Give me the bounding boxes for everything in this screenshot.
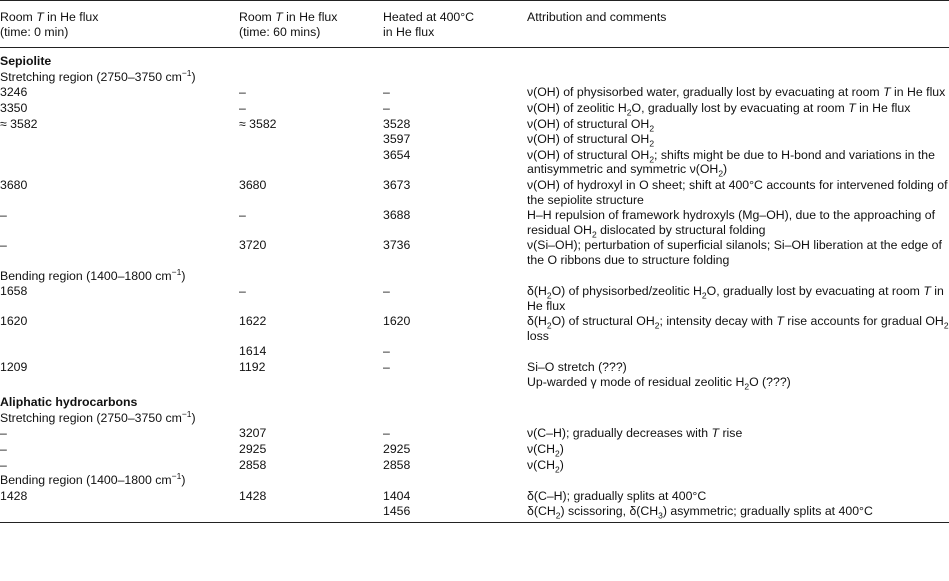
subsection-row [0, 472, 949, 488]
cell: 3673 [383, 177, 411, 192]
comment-cell: ν(C–H); gradually decreases with T rise [527, 426, 743, 441]
cell: 1622 [239, 314, 267, 329]
cell [239, 131, 383, 147]
cell: 2925 [239, 442, 267, 457]
cell: – [383, 85, 390, 100]
comment-cell: $\delta(CH_2)$ scissoring, $\delta(CH_3)$ asymmetric; gradually splits at 400°C [527, 504, 873, 521]
comment-cell: ν(OH) of structural $OH_2$ [527, 132, 655, 149]
cell: 3736 [383, 238, 411, 253]
cell: 3720 [239, 238, 267, 253]
cell: ≈ 3582 [0, 116, 38, 131]
comment-cell [527, 343, 949, 359]
table-row [0, 359, 949, 389]
table-header [0, 1, 949, 48]
cell: 1428 [239, 488, 267, 503]
cell: 1620 [0, 314, 28, 329]
cell: – [383, 344, 390, 359]
cell: – [383, 360, 390, 375]
cell: 1620 [383, 314, 411, 329]
cell: – [0, 426, 7, 441]
cell: 1404 [383, 488, 411, 503]
cell: – [239, 85, 246, 100]
section-row [0, 48, 949, 69]
table-row [0, 313, 949, 343]
section-title: Aliphatic hydrocarbons [0, 395, 138, 410]
cell [239, 147, 383, 177]
subsection-title: Stretching region (2750–3750 $cm^{-1}$) [0, 408, 196, 425]
cell: 2925 [383, 442, 411, 457]
table-row [0, 503, 949, 522]
cell: 3350 [0, 100, 28, 115]
cell: 3680 [239, 177, 267, 192]
cell: – [0, 208, 7, 223]
cell: – [383, 426, 390, 441]
subsection-title: Bending region (1400–1800 $cm^{-1}$) [0, 266, 186, 283]
cell: – [239, 100, 246, 115]
comment-cell: ν(Si–OH); perturbation of superficial silanols; Si–OH liberation at the edge of the O ribbons due to structure folding [527, 238, 942, 267]
header-col3: Heated at 400°C in He flux [383, 10, 475, 39]
cell: 3680 [0, 177, 28, 192]
cell [0, 131, 239, 147]
cell [0, 147, 239, 177]
table-row [0, 100, 949, 116]
cell: 3246 [0, 85, 28, 100]
table-row [0, 441, 949, 457]
comment-cell: ν(OH) of physisorbed water, gradually lost by evacuating at room T in He flux [527, 85, 946, 100]
cell: 3207 [239, 426, 267, 441]
cell: 1658 [0, 284, 28, 299]
cell: 3688 [383, 208, 411, 223]
cell: 3654 [383, 147, 411, 162]
cell: 3597 [383, 132, 411, 147]
cell: 1209 [0, 360, 28, 375]
table-row [0, 457, 949, 473]
subsection-title: Stretching region (2750–3750 $cm^{-1}$) [0, 67, 196, 84]
subsection-row [0, 410, 949, 426]
table-row [0, 425, 949, 441]
comment-cell: $\delta(H_2O)$ of physisorbed/zeolitic $H_2O$, gradually lost by evacuating at room T in He flux [527, 284, 944, 313]
comment-cell: Si–O stretch (???) Up-warded γ mode of residual zeolitic $H_2O$ (???) [527, 360, 791, 392]
section-row [0, 389, 949, 410]
table-row [0, 207, 949, 237]
subsection-row [0, 69, 949, 85]
cell: 2858 [383, 457, 411, 472]
comment-cell: $\nu(CH_2)$ [527, 442, 564, 459]
table-row [0, 177, 949, 207]
comment-cell: δ(C–H); gradually splits at 400°C [527, 488, 707, 503]
table-row [0, 147, 949, 177]
subsection-row [0, 268, 949, 284]
cell [0, 343, 239, 359]
section-title: Sepiolite [0, 54, 52, 69]
table-row [0, 131, 949, 147]
cell: – [0, 238, 7, 253]
comment-cell: ν(OH) of zeolitic $H_2O$, gradually lost by evacuating at room T in He flux [527, 100, 911, 118]
comment-cell: H–H repulsion of framework hydroxyls (Mg–OH), due to the approaching of residual $OH_2$ dislocated by structural folding [527, 208, 936, 240]
subsection-title: Bending region (1400–1800 $cm^{-1}$) [0, 471, 186, 488]
comment-cell: $\nu(CH_2)$ [527, 457, 564, 475]
cell: 1192 [239, 360, 266, 375]
cell: – [239, 208, 246, 223]
table-row [0, 488, 949, 504]
comment-cell: $\delta(H_2O)$ of structural $OH_2$; intensity decay with T rise accounts for gradual $OH_2$ loss [527, 314, 949, 343]
table-row [0, 84, 949, 100]
comment-cell: ν(OH) of structural $OH_2$ [527, 116, 655, 134]
cell: 2858 [239, 457, 267, 472]
cell: ≈ 3582 [239, 116, 277, 131]
table-row [0, 343, 949, 359]
header-col4: Attribution and comments [527, 10, 667, 24]
cell: – [0, 442, 7, 457]
cell: – [0, 457, 7, 472]
cell: – [239, 284, 246, 299]
cell: 1456 [383, 504, 411, 519]
table-row [0, 116, 949, 132]
comment-cell: ν(OH) of structural $OH_2$; shifts might be due to H-bond and variations in the antisymmetric and symmetric $\nu(OH_2)$ [527, 147, 935, 179]
header-col1: Room T in He flux (time: 0 min) [0, 10, 99, 39]
header-col2: Room T in He flux (time: 60 mins) [239, 10, 338, 39]
cell: 1614 [239, 344, 267, 359]
cell [239, 503, 383, 522]
cell: 1428 [0, 488, 28, 503]
cell: – [383, 284, 390, 299]
cell: – [383, 100, 390, 115]
cell [0, 503, 239, 522]
table-row [0, 283, 949, 313]
cell: 3528 [383, 116, 411, 131]
comment-cell: ν(OH) of hydroxyl in O sheet; shift at 400°C accounts for intervened folding of the sepiolite structure [527, 177, 948, 207]
table-row [0, 237, 949, 267]
